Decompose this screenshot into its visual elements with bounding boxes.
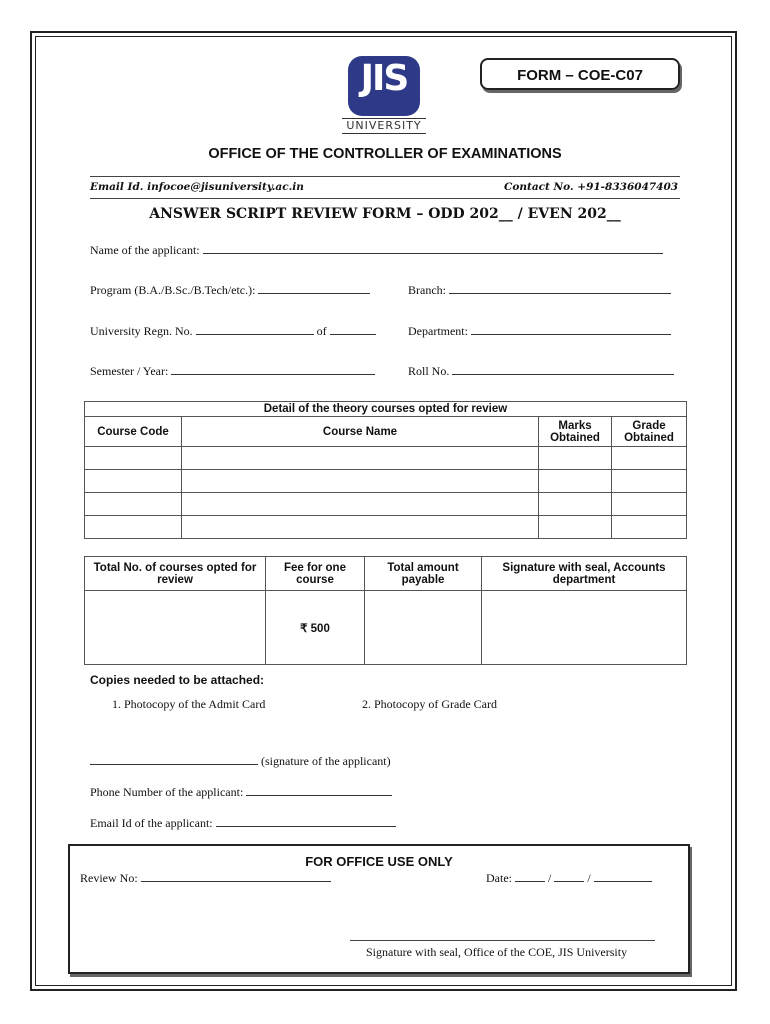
program-field[interactable] <box>90 283 370 298</box>
copy-item-grade-card: 2. Photocopy of Grade Card <box>362 697 497 711</box>
marks-cell[interactable] <box>539 493 612 516</box>
roll-label: Roll No. <box>408 364 450 378</box>
table-row <box>85 493 687 516</box>
branch-input-line[interactable] <box>449 283 671 294</box>
applicant-signature-field[interactable] <box>90 754 391 769</box>
header-course-code: Course Code <box>85 417 182 447</box>
branch-field[interactable] <box>408 283 671 298</box>
header-rule-bottom <box>90 198 680 199</box>
semester-field[interactable] <box>90 364 375 379</box>
department-input-line[interactable] <box>471 324 671 335</box>
phone-input-line[interactable] <box>246 785 392 796</box>
date-label: Date: <box>486 871 512 885</box>
table-row <box>85 470 687 493</box>
header-marks-obtained: Marks Obtained <box>539 417 612 447</box>
applicant-signature-line[interactable] <box>90 754 258 765</box>
university-logo <box>348 56 420 136</box>
date-day-line[interactable] <box>515 871 545 882</box>
course-name-cell[interactable] <box>182 493 539 516</box>
semester-input-line[interactable] <box>171 364 375 375</box>
accounts-signature-cell <box>482 591 687 665</box>
courses-table-caption: Detail of the theory courses opted for review <box>85 402 687 417</box>
date-separator: / <box>587 871 591 885</box>
course-code-cell[interactable] <box>85 447 182 470</box>
copies-title: Copies needed to be attached: <box>90 673 265 687</box>
phone-field[interactable] <box>90 785 392 800</box>
course-code-cell[interactable] <box>85 516 182 539</box>
marks-cell[interactable] <box>539 447 612 470</box>
course-code-cell[interactable] <box>85 470 182 493</box>
roll-input-line[interactable] <box>452 364 674 375</box>
review-no-field[interactable] <box>80 871 331 886</box>
coe-signature-line <box>350 940 655 941</box>
office-use-title: FOR OFFICE USE ONLY <box>305 854 453 869</box>
logo-mark <box>348 56 420 116</box>
table-row <box>85 516 687 539</box>
grade-cell[interactable] <box>612 470 687 493</box>
course-name-cell[interactable] <box>182 447 539 470</box>
program-label: Program (B.A./B.Sc./B.Tech/etc.): <box>90 283 256 297</box>
grade-cell[interactable] <box>612 447 687 470</box>
header-course-name: Course Name <box>182 417 539 447</box>
header-rule-top <box>90 176 680 177</box>
of-label: of <box>316 324 327 338</box>
regn-label: University Regn. No. <box>90 324 193 338</box>
header-grade-obtained: Grade Obtained <box>612 417 687 447</box>
fee-value-cell: ₹ 500 <box>266 591 365 665</box>
review-no-label: Review No: <box>80 871 138 885</box>
name-field[interactable] <box>90 243 663 258</box>
email-text: Email Id. infocoe@jisuniversity.ac.in <box>90 181 304 193</box>
date-separator: / <box>548 871 552 885</box>
marks-cell[interactable] <box>539 470 612 493</box>
coe-signature-label: Signature with seal, Office of the COE, JIS University <box>366 945 628 959</box>
course-name-cell[interactable] <box>182 516 539 539</box>
copy-item-admit-card: 1. Photocopy of the Admit Card <box>112 697 266 711</box>
header-fee-one-course: Fee for one course <box>266 557 365 591</box>
review-no-input-line[interactable] <box>141 871 331 882</box>
roll-field[interactable] <box>408 364 674 379</box>
email-input-line[interactable] <box>216 816 396 827</box>
logo-text: JIS <box>360 58 408 99</box>
department-label: Department: <box>408 324 468 338</box>
table-row <box>85 447 687 470</box>
branch-label: Branch: <box>408 283 446 297</box>
form-title: ANSWER SCRIPT REVIEW FORM – ODD 202__ / EVEN 202__ <box>149 206 621 222</box>
regn-year-input-line[interactable] <box>330 324 376 335</box>
name-input-line[interactable] <box>203 243 663 254</box>
date-field[interactable] <box>486 871 652 886</box>
course-name-cell[interactable] <box>182 470 539 493</box>
regn-input-line[interactable] <box>196 324 314 335</box>
marks-cell[interactable] <box>539 516 612 539</box>
total-amount-cell[interactable] <box>365 591 482 665</box>
applicant-signature-label: (signature of the applicant) <box>261 754 391 768</box>
phone-label: Phone Number of the applicant: <box>90 785 244 799</box>
grade-cell[interactable] <box>612 516 687 539</box>
grade-cell[interactable] <box>612 493 687 516</box>
program-input-line[interactable] <box>258 283 370 294</box>
department-field[interactable] <box>408 324 671 339</box>
email-label: Email Id of the applicant: <box>90 816 213 830</box>
total-courses-cell[interactable] <box>85 591 266 665</box>
logo-subtext: UNIVERSITY <box>342 118 426 134</box>
form-code-badge: FORM – COE-C07 <box>480 58 680 90</box>
office-title: OFFICE OF THE CONTROLLER OF EXAMINATIONS <box>208 146 562 162</box>
fee-table <box>84 556 687 665</box>
header-total-amount: Total amount payable <box>365 557 482 591</box>
date-year-line[interactable] <box>594 871 652 882</box>
regn-field[interactable] <box>90 324 376 339</box>
course-code-cell[interactable] <box>85 493 182 516</box>
email-field[interactable] <box>90 816 396 831</box>
semester-label: Semester / Year: <box>90 364 169 378</box>
date-month-line[interactable] <box>554 871 584 882</box>
courses-table <box>84 401 687 539</box>
table-row <box>85 591 687 665</box>
header-total-courses: Total No. of courses opted for review <box>85 557 266 591</box>
name-label: Name of the applicant: <box>90 243 200 257</box>
contact-text: Contact No. +91-8336047403 <box>504 181 679 193</box>
header-accounts-signature: Signature with seal, Accounts department <box>482 557 687 591</box>
